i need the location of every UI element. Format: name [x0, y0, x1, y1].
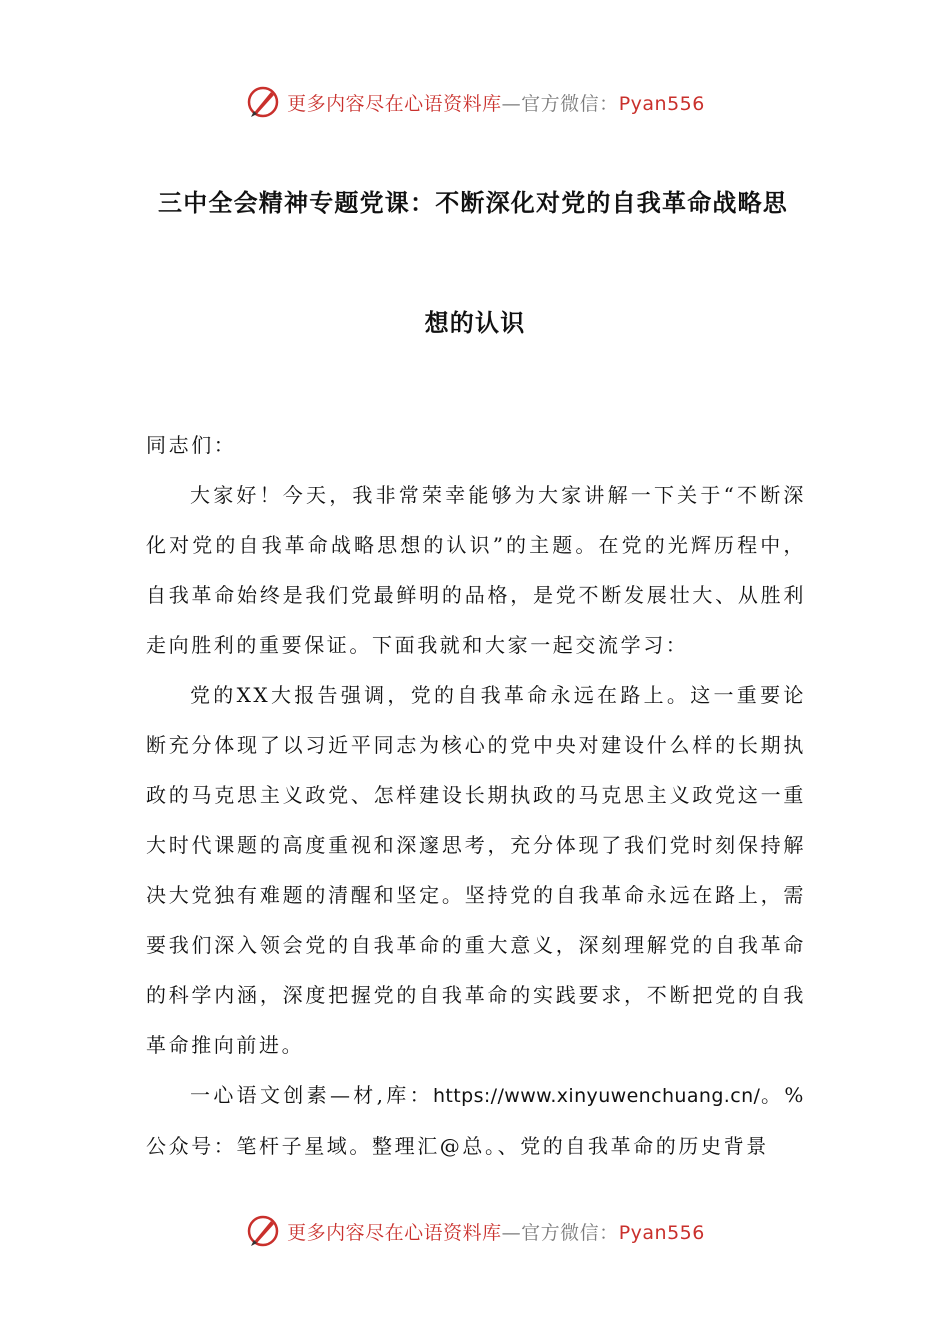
document-title-line-2: 想的认识 — [424, 309, 526, 337]
paragraph-intro: 大家好！今天，我非常荣幸能够为大家讲解一下关于“不断深化对党的自我革命战略思想的认识”的主题。在党的光辉历程中，自我革命始终是我们党最鲜明的品格，是党不断发展壮大、从胜利走向胜利的重要保证。下面我就和大家一起交流学习： — [146, 483, 806, 657]
salutation: 同志们： — [146, 433, 237, 457]
quill-logo-icon — [245, 1213, 281, 1249]
quill-logo-icon — [245, 84, 281, 120]
source-url-link[interactable]: https://www.xinyuwenchuang.cn/ — [432, 1085, 761, 1107]
header-watermark-banner — [0, 82, 950, 122]
banner-text: 更多内容尽在心语资料库—官方微信：Pyan556 — [287, 1221, 705, 1244]
banner-text: 更多内容尽在心语资料库—官方微信：Pyan556 — [287, 92, 705, 115]
document-body — [146, 420, 806, 1171]
paragraph-report: 党的XX大报告强调，党的自我革命永远在路上。这一重要论断充分体现了以习近平同志为核心的党中央对建设什么样的长期执政的马克思主义政党、怎样建设长期执政的马克思主义政党这一重大时代课题的高度重视和深邃思考，充分体现了我们党时刻保持解决大党独有难题的清醒和坚定。坚持党的自我革命永远在路上，需要我们深入领会党的自我革命的重大意义，深刻理解党的自我革命的科学内涵，深度把握党的自我革命的实践要求，不断把党的自我革命推向前进。 — [146, 683, 806, 1057]
paragraph-source: 一心语文创素—材,库：https://www.xinyuwenchuang.cn/。%公众号：笔杆子星域。整理汇@总。、党的自我革命的历史背景 — [146, 1083, 806, 1158]
document-title-line-1: 三中全会精神专题党课：不断深化对党的自我革命战略思 — [158, 189, 788, 217]
footer-watermark-banner — [0, 1211, 950, 1251]
